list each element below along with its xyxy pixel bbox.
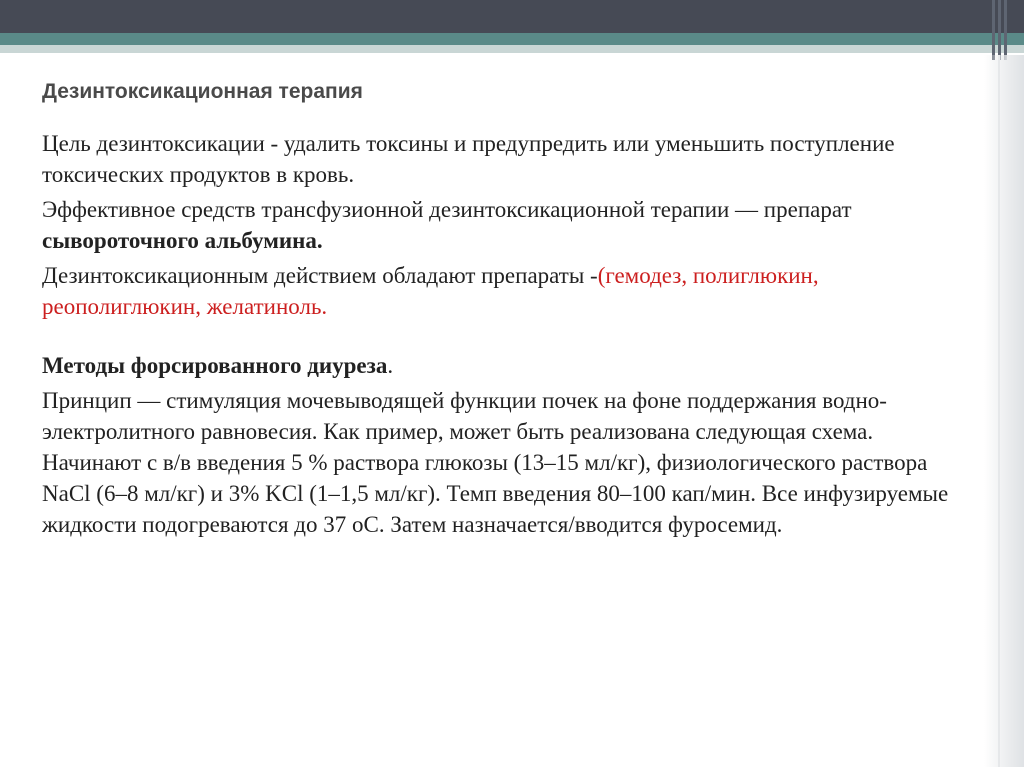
page-edge-shadow xyxy=(984,55,1024,767)
paragraph-principle: Принцип — стимуляция мочевыводящей функции почек на фоне поддержания водно-электролитного равновесия. Как пример, может быть реализована следующая схема. Начинают с в/в введения 5 % раствора глюкозы (13–15 мл/кг), физиологического раствора NaCl (6–8 мл/кг) и 3% KCl (1–1,5 мл/кг). Темп введения 80–100 кап/мин. Все инфузируемые жидкости подогреваются до 37 оС. Затем назначается/вводится фуросемид. xyxy=(42,388,949,537)
slide-title: Дезинтоксикационная терапия xyxy=(42,80,363,103)
methods-period: . xyxy=(387,353,394,378)
paragraph-goal: Цель дезинтоксикации - удалить токсины и предупредить или уменьшить поступление токсических продуктов в кровь. xyxy=(42,131,895,187)
paragraph-albumin-text: Эффективное средств трансфузионной дезинтоксикационной терапии — препарат xyxy=(42,197,852,222)
spacer xyxy=(42,326,972,350)
header-light-bar xyxy=(0,45,1024,53)
paragraph-drugs-text: Дезинтоксикационным действием обладают препараты - xyxy=(42,263,598,288)
paragraph-drugs xyxy=(42,260,972,322)
header-divider-line xyxy=(992,0,995,60)
paragraph-methods xyxy=(42,350,972,381)
header-bar xyxy=(0,0,1024,33)
header-accent-bar xyxy=(0,33,1024,45)
slide-body xyxy=(42,128,972,544)
albumin-bold: сывороточного альбумина. xyxy=(42,228,323,253)
header-divider-line xyxy=(1004,0,1007,60)
paragraph-albumin xyxy=(42,194,972,256)
header-divider-line xyxy=(998,0,1001,60)
drug-list: (гемодез, полиглюкин, реополиглюкин, желатиноль. xyxy=(42,263,819,319)
methods-heading: Методы форсированного диуреза xyxy=(42,353,388,378)
page-edge-line xyxy=(998,55,1000,767)
